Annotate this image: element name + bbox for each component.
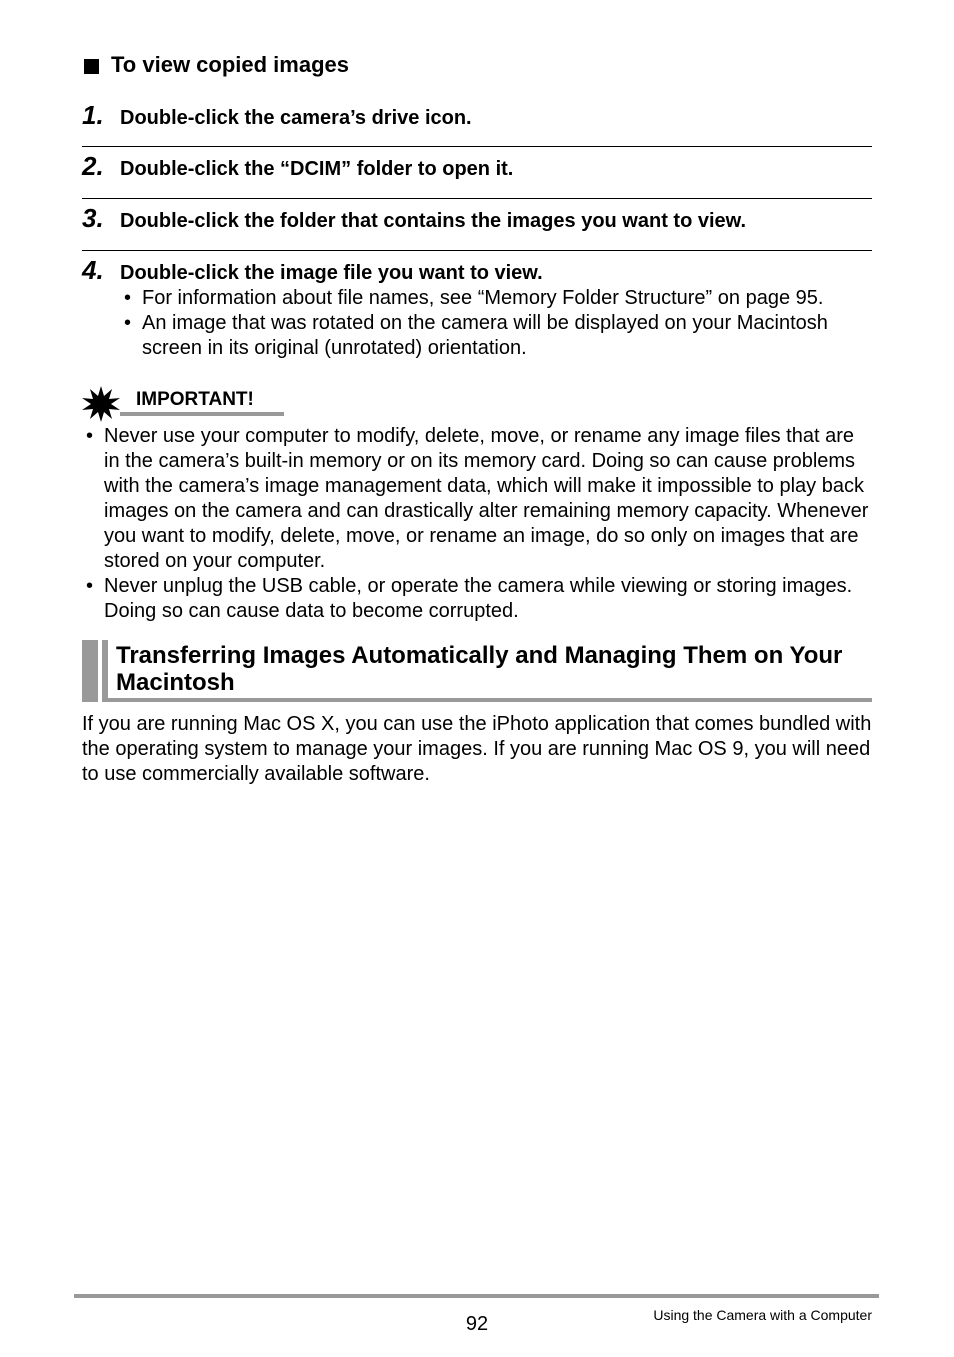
note-item: • For information about file names, see “Memory Folder Structure” on page 95.: [120, 286, 872, 311]
step-divider: [82, 250, 872, 251]
step-divider: [82, 198, 872, 199]
section-title: Transferring Images Automatically and Managing Them on Your Macintosh: [116, 642, 843, 696]
important-list: [82, 424, 872, 624]
step-4-notes: [120, 286, 872, 361]
section-underline: [108, 698, 872, 702]
important-item: • Never unplug the USB cable, or operate the camera while viewing or storing images. Doing so can cause data to become corrupted.: [82, 574, 872, 624]
section-marker: [82, 640, 98, 702]
important-item: • Never use your computer to modify, delete, move, or rename any image files that are in the camera’s built-in memory or on its memory card. Doing so can cause problems with the camera’s image management data, which will make it impossible to play back images on the camera and can drastically alter remaining memory capacity. Whenever you want to modify, delete, move, or rename an image, do so only on images that are stored on your computer.: [82, 424, 872, 574]
footer-chapter: Using the Camera with a Computer: [653, 1307, 872, 1323]
page-number: 92: [465, 1313, 489, 1335]
step-text: Double-click the “DCIM” folder to open it.: [120, 158, 514, 180]
step-text: Double-click the image file you want to view.: [120, 262, 543, 284]
step-number: 2.: [82, 151, 104, 181]
subheading: [84, 52, 349, 78]
step-1: [82, 100, 472, 131]
step-number: 1.: [82, 100, 104, 130]
step-text: Double-click the folder that contains the images you want to view.: [120, 210, 747, 232]
note-item: • An image that was rotated on the camera will be displayed on your Macintosh screen in its original (unrotated) orientation.: [120, 311, 872, 361]
step-4: [82, 255, 543, 286]
section-marker: [102, 640, 108, 702]
step-number: 3.: [82, 203, 104, 233]
footer-rule: [74, 1294, 879, 1298]
important-underline: [120, 412, 284, 416]
important-label: IMPORTANT!: [136, 389, 254, 410]
step-divider: [82, 146, 872, 147]
important-burst-icon: [82, 386, 120, 422]
step-2: [82, 151, 513, 182]
step-number: 4.: [82, 255, 104, 285]
section-paragraph: If you are running Mac OS X, you can use the iPhoto application that comes bundled with the operating system to manage your images. If you are running Mac OS 9, you will need to use commercially available software.: [82, 713, 872, 785]
step-text: Double-click the camera’s drive icon.: [120, 107, 472, 129]
subheading-text: To view copied images: [111, 52, 349, 77]
square-bullet-icon: [84, 59, 99, 74]
step-3: [82, 203, 746, 234]
